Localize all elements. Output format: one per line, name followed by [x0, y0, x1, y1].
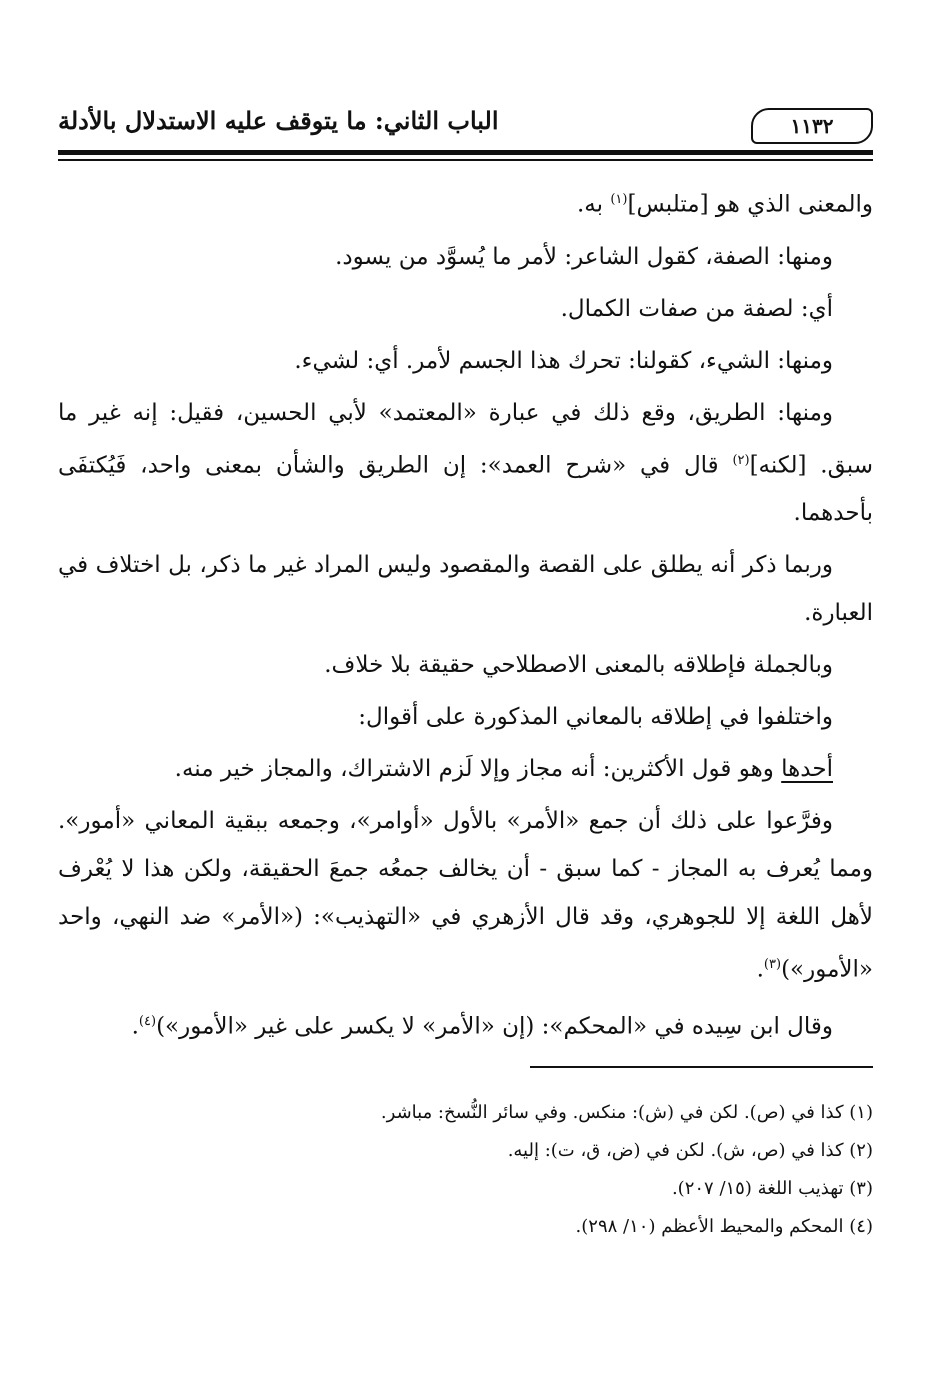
footnote-ref: (٤) [138, 1013, 157, 1029]
footnote: (٣) تهذيب اللغة (١٥/ ٢٠٧). [671, 1178, 873, 1199]
footnote-ref: (٣) [763, 957, 782, 973]
paragraph: وربما ذكر أنه يطلق على القصة والمقصود وليس المراد غير ما ذكر، بل اختلاف في العبارة. [58, 552, 873, 627]
text: به. [576, 191, 611, 218]
paragraph [58, 389, 873, 538]
text: . [756, 956, 764, 983]
paragraph: أي: لصفة من صفات الكمال. [560, 295, 833, 322]
footnote-separator [530, 1066, 873, 1068]
text: وقال ابن سِيده في «المحكم»: (إن «الأمر» لا يكسر على غير «الأمور») [156, 1013, 833, 1040]
paragraph: واختلفوا في إطلاقه بالمعاني المذكورة على أقوال: [358, 704, 833, 731]
paragraph: ومنها: الصفة، كقول الشاعر: لأمر ما يُسوَّد من يسود. [335, 243, 833, 270]
footnote: (١) كذا في (ص). لكن في (ش): منكس. وفي سائر النُّسخ: مباشر. [380, 1102, 873, 1123]
footnote: (٤) المحكم والمحيط الأعظم (١٠/ ٢٩٨). [575, 1216, 873, 1237]
paragraph [58, 176, 873, 229]
footnote: (٢) كذا في (ص، ش). لكن في (ض، ق، ت): إليه. [507, 1140, 873, 1161]
header-rule-thick [58, 150, 873, 155]
paragraph [58, 998, 873, 1051]
header-rule-thin [58, 159, 873, 161]
page-number: ١١٣٢ [751, 108, 873, 144]
paragraph [58, 797, 873, 994]
footnote-ref: (١) [610, 192, 628, 207]
footnote-ref: (٢) [732, 452, 750, 468]
body-text [58, 176, 873, 1055]
text: . [131, 1013, 139, 1040]
text: والمعنى الذي هو [متلبس] [627, 191, 873, 218]
text: وفرَّعوا على ذلك أن جمع «الأمر» بالأول «أوامر»، وجمعه ببقية المعاني «أمور». ومما يُعرف به المجاز - كما سبق - أن يخالف جمعُه جمعَ الحقيقة، ولكن هذا لا يُعْرف لأهل اللغة إلا للجوهري، وقد قال الأزهري في «التهذيب»: («الأمر» ضد النهي، واحد «الأمور») [58, 808, 873, 983]
paragraph: وبالجملة فإطلاقه بالمعنى الاصطلاحي حقيقة بلا خلاف. [324, 652, 833, 679]
text: وهو قول الأكثرين: أنه مجاز وإلا لَزم الاشتراك، والمجاز خير منه. [174, 756, 782, 783]
chapter-title: الباب الثاني: ما يتوقف عليه الاستدلال بالأدلة [58, 106, 499, 135]
footnotes [58, 1094, 873, 1246]
page-header [58, 102, 873, 148]
underlined-term: أحدها [781, 756, 833, 783]
text: قال في «شرح العمد»: إن الطريق والشأن بمعنى واحد، فَيُكتفَى بأحدهما. [58, 452, 873, 527]
paragraph: ومنها: الشيء، كقولنا: تحرك هذا الجسم لأمر. أي: لشيء. [294, 347, 833, 374]
text: ومنها: الطريق، وقع ذلك في عبارة «المعتمد» لأبي الحسين، فقيل: إنه غير ما سبق. [لكنه] [58, 399, 873, 479]
paragraph [58, 745, 873, 793]
